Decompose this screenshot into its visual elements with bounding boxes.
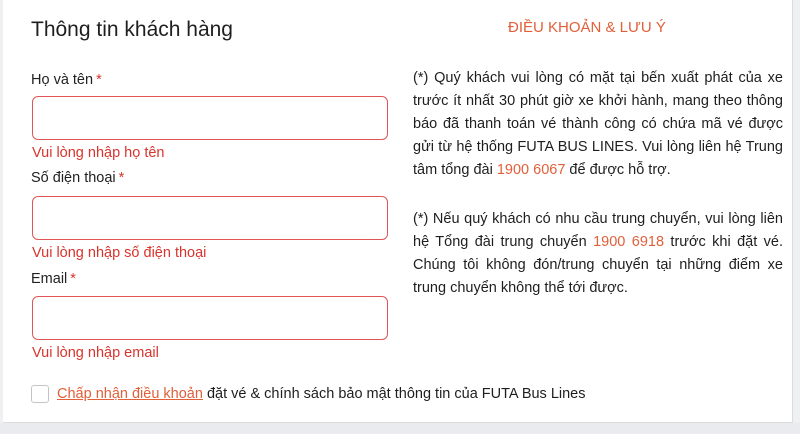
- phone-label: [31, 170, 124, 186]
- terms-heading: ĐIỀU KHOẢN & LƯU Ý: [508, 19, 666, 36]
- form-title: Thông tin khách hàng: [31, 18, 233, 41]
- fullname-required-mark: *: [96, 72, 102, 88]
- terms-checkbox[interactable]: [31, 385, 49, 403]
- phone-required-mark: *: [118, 170, 125, 186]
- terms-note-transfer-tail: trước khi đặt vé. Chúng tôi không đón/trung chuyển tại những điểm xe trung chuyển không thể tới được.: [413, 234, 783, 296]
- accept-terms-link[interactable]: Chấp nhận điều khoản: [57, 386, 203, 402]
- fullname-label: [31, 72, 102, 88]
- terms-note-arrival-tail: để được hỗ trợ.: [569, 162, 671, 178]
- support-hotline: 1900 6067: [496, 162, 566, 178]
- page-background-strip: [0, 423, 800, 434]
- fullname-error: Vui lòng nhập họ tên: [32, 145, 165, 161]
- phone-label-text: Số điện thoại: [31, 170, 116, 186]
- fullname-label-text: Họ và tên: [31, 72, 94, 88]
- fullname-input[interactable]: [32, 96, 388, 140]
- terms-note-arrival-text: (*) Quý khách vui lòng có mặt tại bến xuất phát của xe trước ít nhất 30 phút giờ xe khởi hành, mang theo thông báo đã thanh toán vé thành công có chứa mã vé được gửi từ hệ thống FUTA BUS LINES. Vui lòng liên hệ Trung tâm tổng đài: [413, 70, 783, 178]
- phone-input[interactable]: [32, 196, 388, 240]
- terms-note-arrival: [413, 67, 783, 182]
- consent-text: đặt vé & chính sách bảo mật thông tin của FUTA Bus Lines: [206, 386, 586, 402]
- transfer-hotline: 1900 6918: [593, 234, 665, 250]
- customer-info-card: [3, 0, 793, 423]
- terms-note-transfer: [413, 208, 783, 300]
- email-label-text: Email: [31, 271, 68, 287]
- phone-error: Vui lòng nhập số điện thoại: [32, 245, 207, 261]
- email-required-mark: *: [70, 271, 76, 287]
- email-error: Vui lòng nhập email: [32, 345, 159, 361]
- email-label: [31, 271, 76, 287]
- terms-note-transfer-text: (*) Nếu quý khách có nhu cầu trung chuyển, vui lòng liên hệ Tổng đài trung chuyển: [413, 211, 783, 250]
- terms-consent-row: [31, 383, 586, 405]
- email-input[interactable]: [32, 296, 388, 340]
